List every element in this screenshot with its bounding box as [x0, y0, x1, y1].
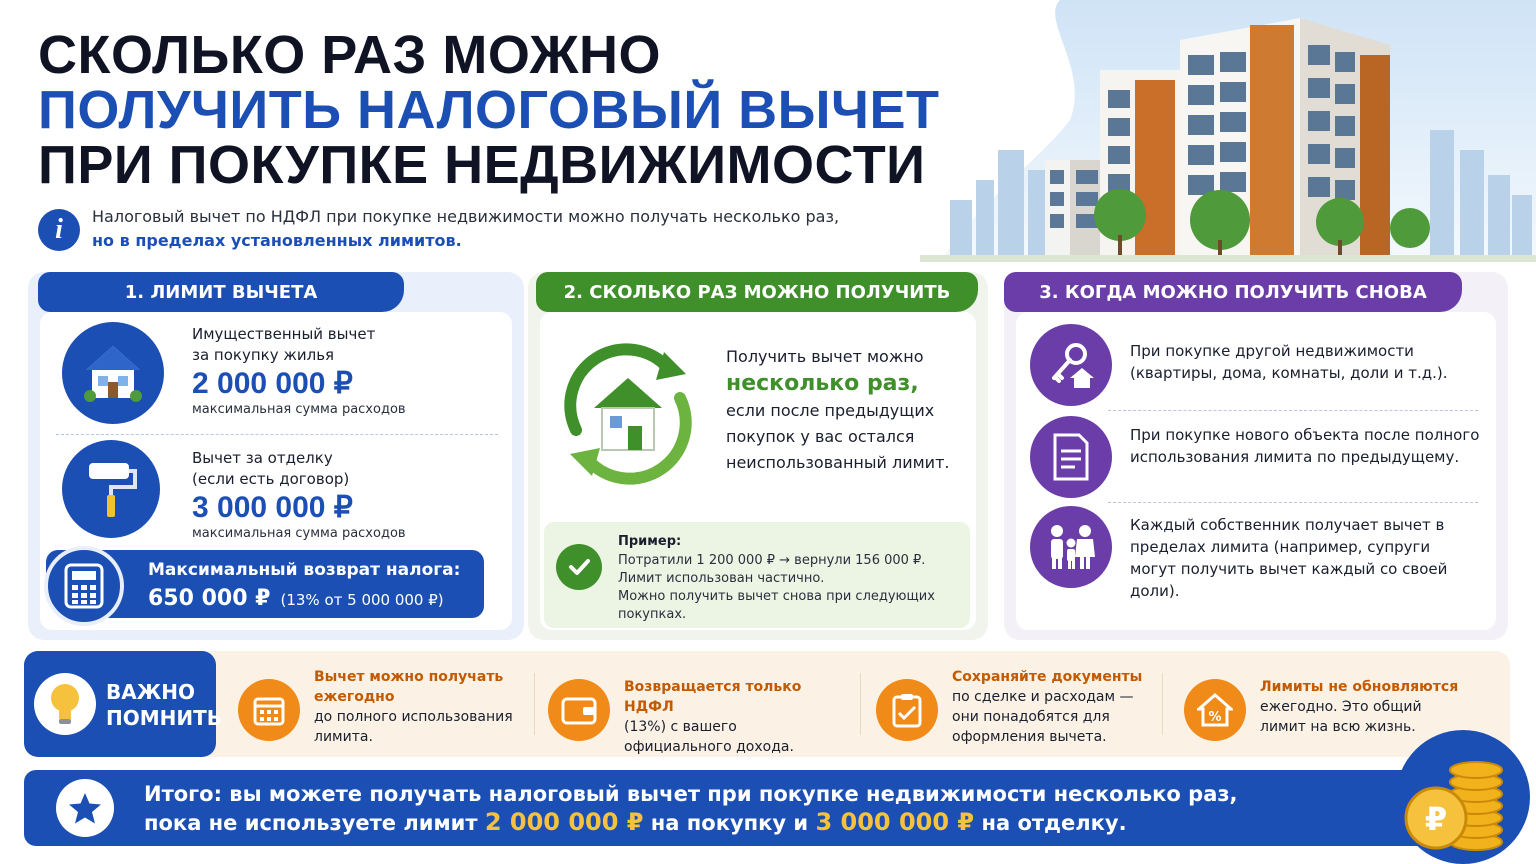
info-icon: i	[38, 209, 80, 251]
summary-amount-1: 2 000 000 ₽	[484, 808, 644, 836]
check-icon	[556, 544, 602, 590]
separator	[860, 673, 861, 735]
family-icon	[1030, 506, 1112, 588]
important-item-1-title: Вычет можно получать ежегодно	[314, 669, 504, 705]
svg-text:%: %	[1208, 710, 1222, 725]
clipboard-icon	[876, 679, 938, 741]
important-strip	[24, 651, 1510, 757]
important-item-2-title: Возвращается только НДФЛ	[624, 679, 802, 715]
title-line-2: ПОЛУЧИТЬ НАЛОГОВЫЙ ВЫЧЕТ	[38, 80, 940, 140]
example-line-1: Потратили 1 200 000 ₽ → вернули 156 000 ₽.	[618, 553, 926, 568]
info-note	[38, 205, 898, 253]
example-title: Пример:	[618, 534, 682, 549]
when-item-1: При покупке другой недвижимости (квартиры, дома, комнаты, доли и т.д.).	[1130, 342, 1448, 382]
divider	[1108, 502, 1478, 503]
card2-text-1: Получить вычет можно	[726, 347, 924, 366]
example-box	[544, 522, 970, 628]
when-item-2: При покупке нового объекта после полного использования лимита по предыдущему.	[1130, 426, 1480, 466]
house-icon	[62, 322, 164, 424]
card-how-many-times	[528, 272, 988, 640]
wallet-icon	[548, 679, 610, 741]
summary-line-2a: пока не используете лимит	[144, 811, 478, 835]
item2-label-2: (если есть договор)	[192, 470, 350, 488]
important-item-3-text: по сделке и расходам — они понадобятся для оформления вычета.	[952, 689, 1134, 745]
summary-banner	[24, 770, 1454, 846]
important-item-4-title: Лимиты не обновляются	[1260, 679, 1459, 695]
card2-highlight: несколько раз,	[726, 371, 919, 396]
important-item-4-text: ежегодно. Это общий лимит на всю жизнь.	[1260, 699, 1422, 735]
card-deduction-limit	[28, 272, 524, 640]
title-line-3: ПРИ ПОКУПКЕ НЕДВИЖИМОСТИ	[38, 135, 926, 195]
info-text: Налоговый вычет по НДФЛ при покупке недвижимости можно получать несколько раз,	[92, 207, 840, 226]
refund-title: Максимальный возврат налога:	[148, 560, 461, 580]
building-illustration	[920, 0, 1536, 262]
when-item-3: Каждый собственник получает вычет в пределах лимита (например, супруги могут получить вычет каждый со своей доли).	[1130, 516, 1448, 600]
item1-label-1: Имущественный вычет	[192, 325, 376, 343]
summary-line-1: Итого: вы можете получать налоговый вычет при покупке недвижимости несколько раз,	[144, 782, 1238, 806]
example-line-2: Лимит использован частично.	[618, 571, 825, 586]
item1-amount: 2 000 000 ₽	[192, 367, 353, 400]
star-icon	[56, 779, 114, 837]
item2-sub: максимальная сумма расходов	[192, 526, 406, 541]
refund-note: (13% от 5 000 000 ₽)	[280, 591, 444, 609]
coins-icon	[1396, 730, 1530, 864]
card2-heading: 2. СКОЛЬКО РАЗ МОЖНО ПОЛУЧИТЬ	[536, 272, 978, 312]
max-refund-banner	[46, 550, 484, 618]
important-item-2-text: (13%) с вашего официального дохода.	[624, 719, 794, 755]
item1-sub: максимальная сумма расходов	[192, 402, 406, 417]
summary-line-2c: на отделку.	[981, 811, 1127, 835]
important-item-1-text: до полного использования лимита.	[314, 709, 513, 745]
card3-heading: 3. КОГДА МОЖНО ПОЛУЧИТЬ СНОВА	[1004, 272, 1462, 312]
important-title: ВАЖНО ПОМНИТЬ	[106, 680, 223, 730]
divider	[1108, 410, 1478, 411]
card-when-again	[1004, 272, 1508, 640]
paint-roller-icon	[62, 440, 160, 538]
item1-label-2: за покупку жилья	[192, 346, 335, 364]
summary-amount-2: 3 000 000 ₽	[815, 808, 975, 836]
divider	[56, 434, 498, 435]
separator	[1162, 673, 1163, 735]
document-icon	[1030, 416, 1112, 498]
lightbulb-icon	[34, 673, 96, 735]
card1-heading: 1. ЛИМИТ ВЫЧЕТА	[38, 272, 404, 312]
page-title	[38, 25, 940, 195]
example-line-3: Можно получить вычет снова при следующих покупках.	[618, 589, 935, 622]
card2-text-2: если после предыдущих покупок у вас остался неиспользованный лимит.	[726, 401, 950, 472]
refund-amount: 650 000 ₽	[148, 586, 271, 611]
house-cycle-icon	[548, 334, 708, 494]
title-line-1: СКОЛЬКО РАЗ МОЖНО	[38, 25, 661, 85]
coin-symbol: ₽	[1424, 800, 1448, 838]
key-house-icon	[1030, 324, 1112, 406]
calendar-icon	[238, 679, 300, 741]
item2-label-1: Вычет за отделку	[192, 449, 333, 467]
house-percent-icon	[1184, 679, 1246, 741]
separator	[534, 673, 535, 735]
item2-amount: 3 000 000 ₽	[192, 491, 353, 524]
calculator-icon	[44, 546, 124, 626]
info-highlight: но в пределах установленных лимитов.	[92, 231, 462, 250]
summary-line-2b: на покупку и	[650, 811, 809, 835]
important-item-3-title: Сохраняйте документы	[952, 669, 1143, 685]
